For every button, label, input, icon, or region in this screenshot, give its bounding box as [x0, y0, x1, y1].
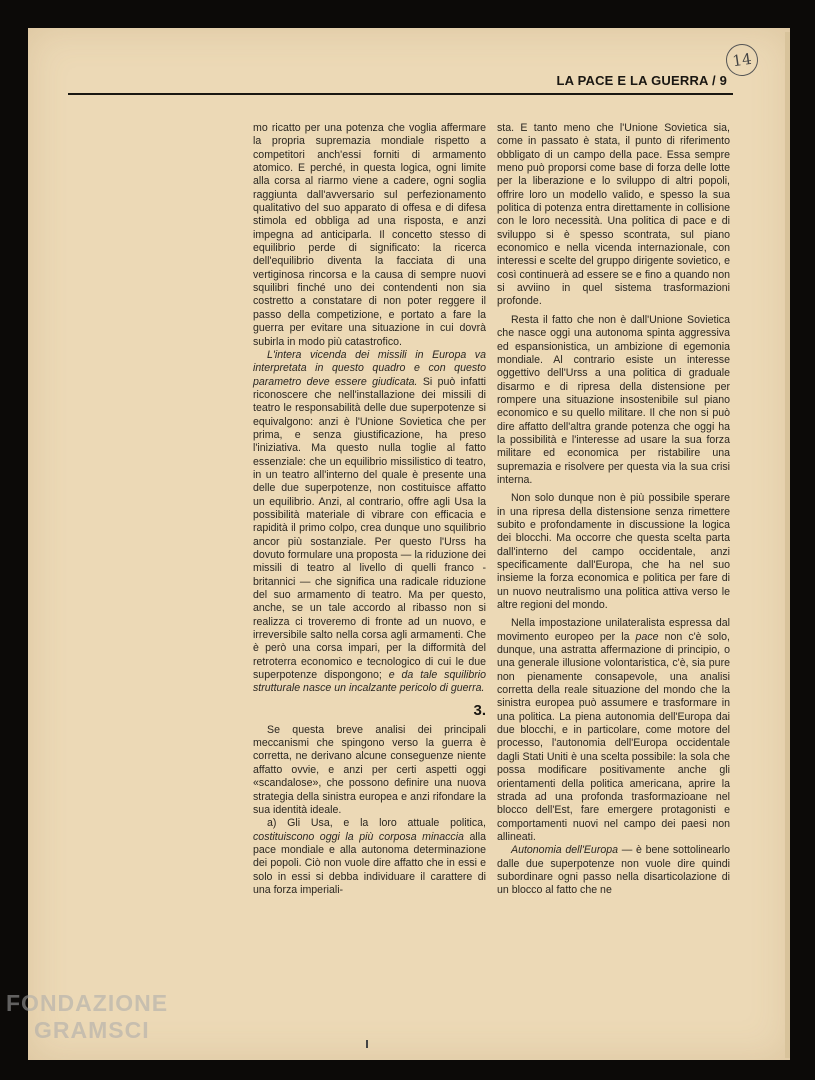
- paragraph-text: alla pace mondiale e alla autonoma determinazione dei popoli. Ciò non vuole dire affatto che in essi e solo in essi si debba individuare il carattere di una forza imperiali-: [253, 830, 487, 896]
- watermark-line: GRAMSCI: [34, 1017, 150, 1043]
- paragraph: Se questa breve analisi dei principali meccanismi che spingono verso la guerra è corretta, ne derivano alcune conseguenze niente affatto ovvie, e anzi per certi aspetti oggi «scandalose», che possono definire una nuova strategia della sinistra europea e anzi rifondare la sua identità ideale.: [253, 723, 486, 816]
- paragraph-text: non c'è solo, dunque, una astratta affermazione di principio, o una generale illusione volontaristica, c'è, sia pure non pienamente consapevole, una analisi corretta della reale situazione del mondo che la sinistra europea può assumere e trasformare in una politica. La piena autonomia dell'Europa dai due blocchi, e in particolare, come motore del processo, l'autonomia dell'Europa occidentale dagli Stati Uniti è una scelta possibile: la sola che possa modificare positivamente anche gli orientamenti della politica americana, aprire la strada ad una profonda trasformazioane nel blocco dell'Est, fare emergere protagonisti e comportamenti nuovi nel campo dei paesi non allineati.: [497, 630, 730, 843]
- watermark-line: FONDAZIONE: [6, 990, 169, 1016]
- binding-mark: [366, 1040, 368, 1048]
- italic-text: L'intera vicenda dei missili in Europa va interpretata in questo quadro e con questo parametro deve essere giudicata.: [253, 348, 486, 388]
- paragraph: [253, 349, 486, 696]
- paragraph-text: Nella impostazione unilateralista espressa dal movimento europeo per la: [497, 617, 730, 643]
- paragraph-text: a) Gli Usa, e la loro attuale politica,: [267, 817, 486, 830]
- paragraph-text: Si può infatti riconoscere che nell'installazione dei missili di teatro le responsabilità delle due superpotenze si equivalgono: anzi è l'Unione Sovietica che per prima, e senza giustificazione, ha preso l'iniziativa. Ma questo nulla toglie al fatto essenziale: che un equilibrio missilistico di teatro, in un teatro all'interno del quale è presente una delle due superpotenze, non costituisce affatto un equilibrio. Anzi, al contrario, offre agli Usa la possibilità materiale di vibrare con efficacia e rapidità il primo colpo, crea dunque uno squilibrio ancor più sostanziale. Per questo l'Urss ha dovuto formulare una proposta — la riduzione dei missili di teatro al livello di quelli franco - britannici — che significa una radicale riduzione del suo armamento di teatro. Ma per questo, anche, se un tale accordo al ribasso non si realizza ci troveremo di fronte ad un nuovo, e irreversibile salto nella corsa agli armamenti. Che è però una corsa impari, per la difformità del retroterra economico e tecnologico di cui le due superpotenze dispongono;: [253, 375, 487, 682]
- header-rule: [68, 93, 733, 95]
- paragraph: Non solo dunque non è più possibile sperare in una ripresa della distensione senza rimettere subito e profondamente in discussione la logica dei blocchi. Ma occorre che questa scelta parta dall'interno del campo occidentale, anzi specificamente dall'Europa, che ha nel suo insieme la forza economica e politica per fare di un nuovo neutralismo una politica attiva verso le altre regioni del mondo.: [497, 492, 730, 612]
- paragraph: mo ricatto per una potenza che voglia affermare la propria supremazia mondiale rispetto a competitori anch'essi forniti di armamento atomico. E perché, in questa logica, ogni limite alla corsa al riarmo viene a cadere, ogni soglia raggiunta dall'avversario sul perfezionamento qualitativo del suo apparato di offesa e di difesa stimola ed obbliga ad una risposta, e anzi impegna ad anticiparla. Il concetto stesso di equilibrio perde di significato: la ricerca dell'equilibrio diventa la facciata di una vertiginosa rincorsa e la causa di sempre nuovi squilibri finché uno dei contendenti non sia costretto a constatare di non poter reggere il passo della competizione, e portato a fare la guerra per evitare una situazione in cui dovrà subirla in modo più catastrofico.: [253, 122, 486, 348]
- italic-text: e da tale squilibrio strutturale nasce un incalzante pericolo di guerra.: [253, 669, 486, 695]
- sheet-edge: [785, 32, 790, 1058]
- fondazione-gramsci-watermark: [6, 992, 168, 1042]
- paragraph: [253, 817, 486, 897]
- paragraph: sta. E tanto meno che l'Unione Sovietica sia, come in passato è stata, il punto di riferimento obbligato di un campo della pace. Essa sempre meno può proporsi come base di forza delle lotte per la liberazione e lo sviluppo di altri popoli, offrire loro un modello valido, e spesso la sua politica di potenza entra direttamente in collisione con le loro necessità. Una politica di pace e di sviluppo si è spesso scontrata, sul piano economico e nella vicenda internazionale, con interessi e scelte del gruppo dirigente sovietico, e così continuerà ad essere se e fino a quando non si avviino in quel sistema trasformazioni profonde.: [497, 122, 730, 308]
- paragraph: [497, 844, 730, 897]
- italic-text: costituiscono oggi la più corposa minaccia: [253, 830, 464, 843]
- section-number: 3.: [473, 701, 486, 719]
- left-column: [253, 122, 486, 897]
- paragraph: [497, 617, 730, 844]
- running-header: LA PACE E LA GUERRA / 9: [556, 73, 727, 88]
- italic-text: pace: [635, 630, 659, 643]
- right-column: [497, 122, 730, 898]
- paragraph: Resta il fatto che non è dall'Unione Sovietica che nasce oggi una autonoma spinta aggressiva ed espansionistica, un ambizione di egemonia mondiale. Al contrario esiste un interesse oggettivo dell'Urss a una politica di graduale disarmo e di ripresa della distensione per rompere una situazione insostenibile sul piano economico e su quello militare. Il che non si può dire affatto dell'altra grande potenza che oggi ha la possibilità e l'interesse ad usare la sua forza militare ed economica per ristabilire una supremazia e risolvere per questa via la sua crisi interna.: [497, 313, 730, 486]
- italic-text: Autonomia dell'Europa: [511, 844, 619, 857]
- paragraph-text: — è bene sottolinearlo dalle due superpotenze non vuole dire quindi subordinare ogni passo nella disarticolazione di un blocco al fatto che ne: [497, 844, 731, 897]
- handwritten-page-number: 14: [724, 42, 760, 78]
